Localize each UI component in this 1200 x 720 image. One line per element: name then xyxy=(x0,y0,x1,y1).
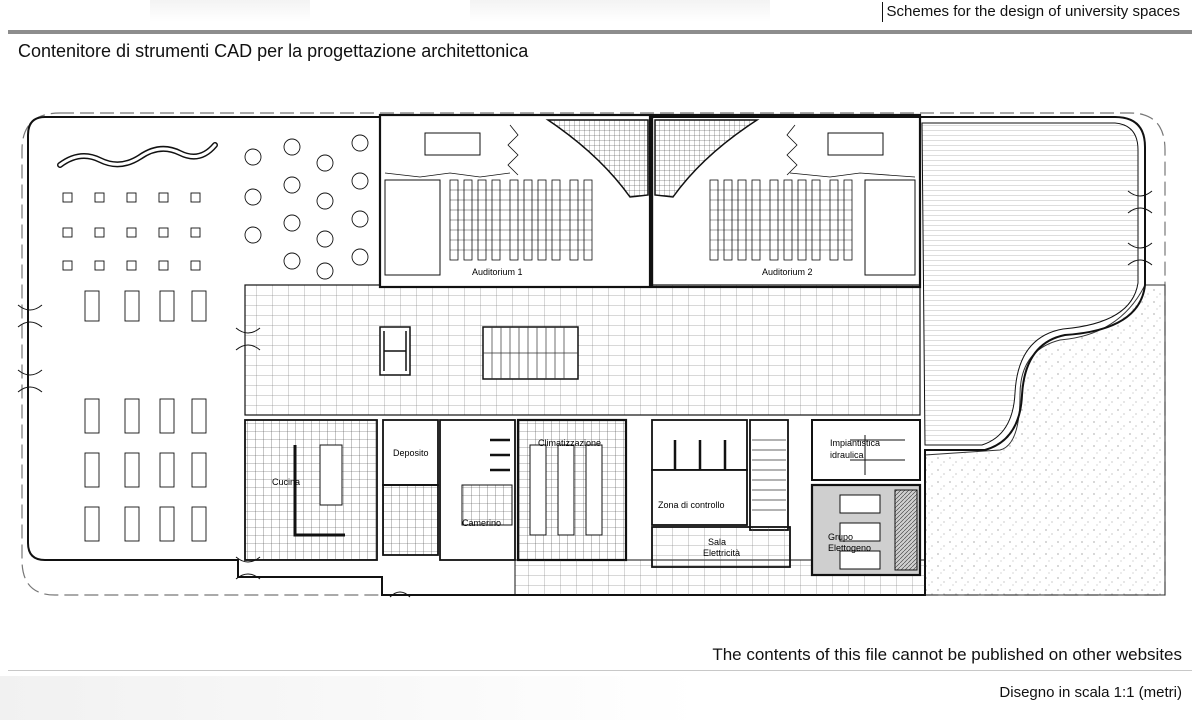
label-cucina: Cucina xyxy=(272,477,301,487)
footer-divider xyxy=(8,670,1192,671)
label-auditorium-1: Auditorium 1 xyxy=(472,267,523,277)
label-sala-1: Sala xyxy=(708,537,727,547)
auditorium-2-table xyxy=(828,133,883,155)
label-camerino: Camerino xyxy=(462,518,502,528)
scale-note: Disegno in scala 1:1 (metri) xyxy=(999,684,1182,701)
round-tables xyxy=(245,135,368,279)
copyright-notice: The contents of this file cannot be published on other websites xyxy=(712,645,1182,664)
label-impiantistica-1: Impiantistica xyxy=(830,438,881,448)
page-title: Contenitore di strumenti CAD per la progettazione architettonica xyxy=(18,41,529,61)
auditorium-1-stage xyxy=(385,180,440,275)
stair-service xyxy=(750,420,788,530)
cafe-tables xyxy=(63,193,200,270)
label-deposito: Deposito xyxy=(393,448,429,458)
label-impiantistica-2: idraulica xyxy=(830,450,864,460)
faded-logo-center xyxy=(470,0,770,22)
zona-controllo-room xyxy=(652,470,747,525)
label-sala-2: Elettricità xyxy=(703,548,741,558)
sala-elettricita-room xyxy=(652,527,790,567)
header-divider xyxy=(8,30,1192,34)
label-auditorium-2: Auditorium 2 xyxy=(762,267,813,277)
cucina-counter xyxy=(320,445,342,505)
auditorium-2-stage xyxy=(865,180,915,275)
label-climatizzazione: Climatizzazione xyxy=(538,438,602,448)
label-gruppo-1: Grupo xyxy=(828,532,854,542)
central-corridor xyxy=(245,285,920,415)
impiantistica-room xyxy=(812,420,920,480)
faded-logo-left xyxy=(150,0,310,22)
deposito-storage xyxy=(383,485,438,555)
label-zona-controllo: Zona di controllo xyxy=(658,500,725,510)
page-subtitle: Schemes for the design of university spaces xyxy=(882,2,1180,22)
faded-footer-band xyxy=(0,676,700,720)
label-gruppo-2: Elettogeno xyxy=(828,543,872,553)
cucina-room xyxy=(245,420,377,560)
auditorium-1-table xyxy=(425,133,480,155)
floor-plan-drawing xyxy=(0,95,1200,615)
study-desks xyxy=(85,291,206,541)
